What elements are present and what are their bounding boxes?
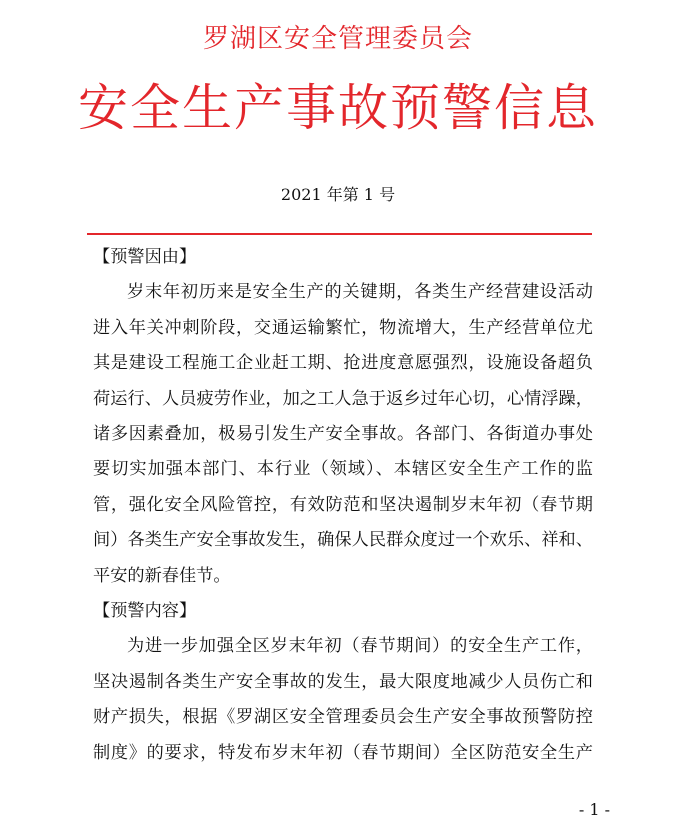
body-line: 平安的新春佳节。 [93,565,231,586]
organization-name: 罗湖区安全管理委员会 [202,24,473,54]
body-line: 岁末年初历来是安全生产的关键期，各类生产经营建设活动 [127,282,593,303]
red-divider [87,233,592,235]
body-line: 进入年关冲刺阶段，交通运输繁忙，物流增大，生产经营单位尤 [93,317,593,338]
body-line: 制度》的要求，特发布岁末年初（春节期间）全区防范安全生产 [93,742,593,763]
section-heading-reason: 【预警因由】 [93,247,197,267]
page-number: - 1 - [578,800,610,819]
body-line: 诸多因素叠加，极易引发生产安全事故。各部门、各街道办事处 [93,424,593,445]
body-line: 为进一步加强全区岁末年初（春节期间）的安全生产工作， [127,636,593,657]
document-body [93,240,593,771]
body-line: 其是建设工程施工企业赶工期、抢进度意愿强烈，设施设备超负 [93,353,593,374]
body-line: 荷运行、人员疲劳作业，加之工人急于返乡过年心切，心情浮躁， [93,388,593,409]
body-line: 管，强化安全风险管控，有效防范和坚决遏制岁末年初（春节期 [93,494,593,515]
body-line: 要切实加强本部门、本行业（领域）、本辖区安全生产工作的监 [93,459,593,480]
issue-number: 2021 年第 1 号 [280,185,396,204]
body-line: 财产损失，根据《罗湖区安全管理委员会生产安全事故预警防控 [93,707,593,728]
body-line: 间）各类生产安全事故发生，确保人民群众度过一个欢乐、祥和、 [93,530,593,551]
document-title: 安全生产事故预警信息 [78,79,598,137]
section-heading-content: 【预警内容】 [93,601,197,622]
body-line: 坚决遏制各类生产安全事故的发生，最大限度地减少人员伤亡和 [93,671,593,692]
